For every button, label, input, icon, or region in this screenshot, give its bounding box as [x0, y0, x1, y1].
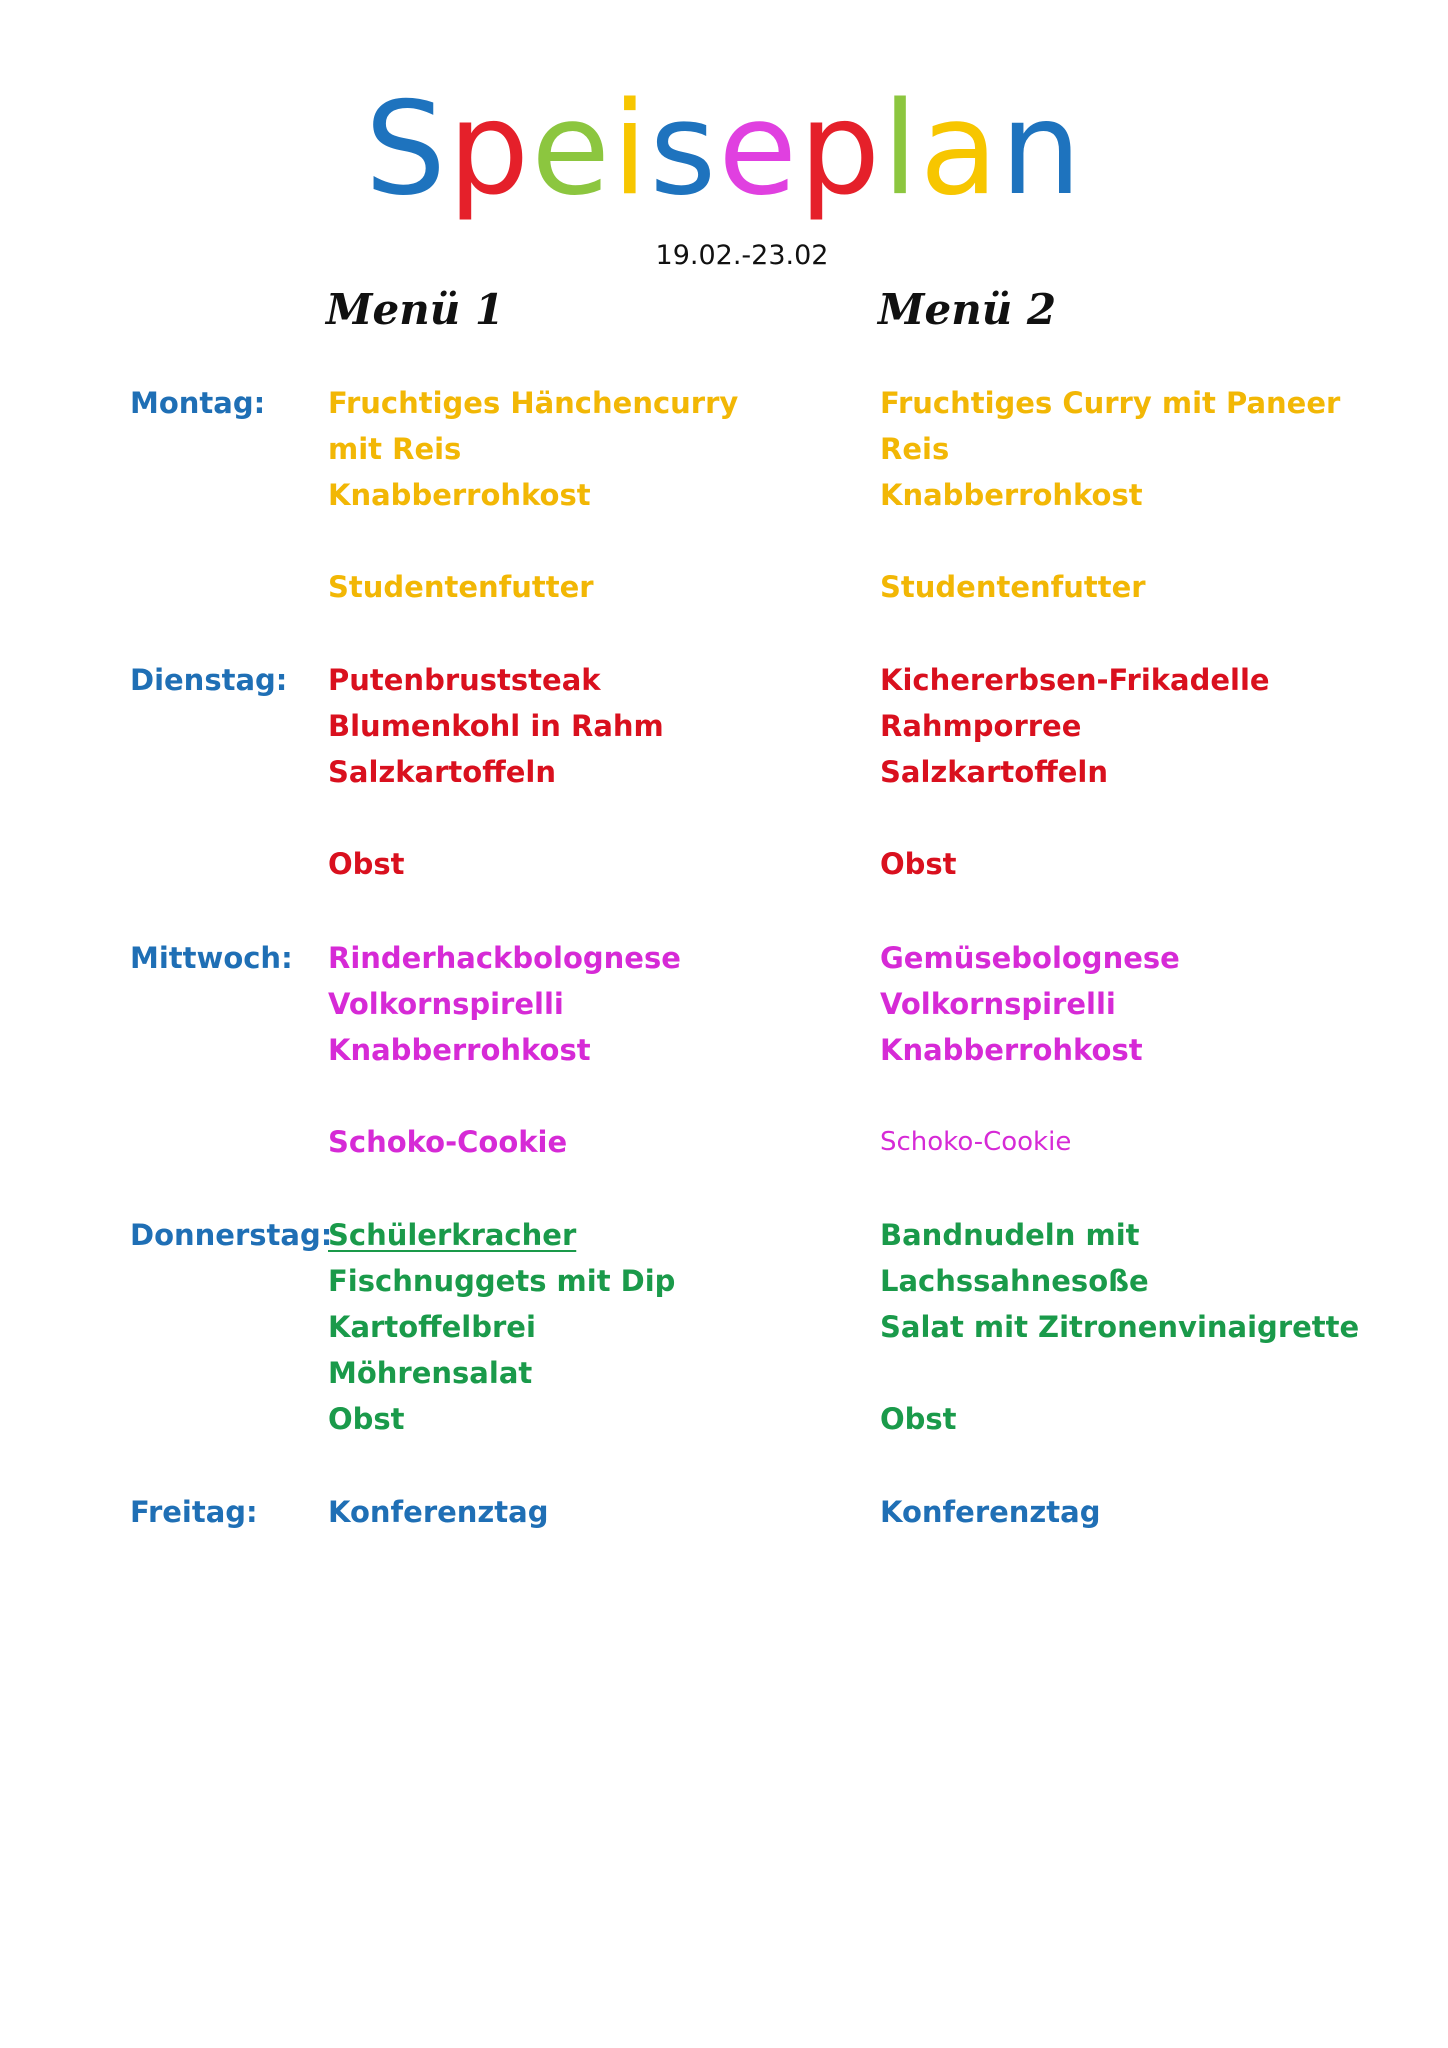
menu1-item: Fruchtiges Hänchencurry: [328, 386, 739, 420]
day-label-mittwoch: Mittwoch:: [130, 941, 293, 975]
title-letter: i: [611, 75, 650, 224]
day-label-donnerstag: Donnerstag:: [130, 1218, 333, 1252]
menu2-item: Gemüsebolognese: [880, 941, 1180, 975]
menu1-item: Blumenkohl in Rahm: [328, 709, 664, 743]
menu2-item: Fruchtiges Curry mit Paneer: [880, 386, 1341, 420]
day-label-dienstag: Dienstag:: [130, 663, 288, 697]
menu1-dessert: Studentenfutter: [328, 570, 594, 604]
menu1-dessert: Schoko-Cookie: [328, 1125, 568, 1159]
menu-1-header: Menü 1: [326, 285, 505, 334]
menu1-item: Fischnuggets mit Dip: [328, 1264, 676, 1298]
menu2-dessert: Obst: [880, 847, 957, 881]
menu2-item: Konferenztag: [880, 1495, 1101, 1529]
menu1-item: Möhrensalat: [328, 1356, 533, 1390]
menu2-dessert: Schoko-Cookie: [880, 1127, 1072, 1157]
title-letter: a: [919, 75, 1001, 224]
title-letter: n: [1000, 75, 1084, 224]
date-range: 19.02.-23.02: [655, 240, 829, 271]
menu1-item: Knabberrohkost: [328, 1033, 591, 1067]
menu1-item: Salzkartoffeln: [328, 755, 556, 789]
title-letter: p: [447, 75, 532, 224]
title-letter: s: [649, 75, 719, 224]
menu2-item: Bandnudeln mit: [880, 1218, 1140, 1252]
title-letter: l: [882, 75, 920, 224]
menu1-item: Konferenztag: [328, 1495, 549, 1529]
menu1-item: mit Reis: [328, 432, 462, 466]
menu2-item: Volkornspirelli: [880, 987, 1116, 1021]
menu2-dessert: Obst: [880, 1402, 957, 1436]
menu2-item: Knabberrohkost: [880, 478, 1143, 512]
menu2-item: Kichererbsen-Frikadelle: [880, 663, 1270, 697]
menu2-item: Lachssahnesoße: [880, 1264, 1149, 1298]
menu1-item: Knabberrohkost: [328, 478, 591, 512]
menu2-item: Reis: [880, 432, 950, 466]
title-letter: S: [364, 75, 448, 224]
menu-2-header: Menü 2: [878, 285, 1057, 334]
page-title: [0, 70, 1448, 230]
menu2-item: Salat mit Zitronenvinaigrette: [880, 1310, 1360, 1344]
day-label-freitag: Freitag:: [130, 1495, 258, 1529]
menu1-dessert: Obst: [328, 847, 405, 881]
menu2-item: Salzkartoffeln: [880, 755, 1108, 789]
title-letter: e: [531, 75, 612, 224]
title-letter: e: [718, 75, 799, 224]
menu1-item-highlight: Schülerkracher: [328, 1218, 577, 1252]
menu1-item: Putenbruststeak: [328, 663, 601, 697]
menu1-item: Volkornspirelli: [328, 987, 564, 1021]
menu2-dessert: Studentenfutter: [880, 570, 1146, 604]
title-letter: p: [798, 75, 883, 224]
menu1-item: Rinderhackbolognese: [328, 941, 681, 975]
menu1-dessert: Obst: [328, 1402, 405, 1436]
day-label-montag: Montag:: [130, 386, 266, 420]
menu2-item: Knabberrohkost: [880, 1033, 1143, 1067]
menu2-item: Rahmporree: [880, 709, 1082, 743]
menu1-item: Kartoffelbrei: [328, 1310, 536, 1344]
